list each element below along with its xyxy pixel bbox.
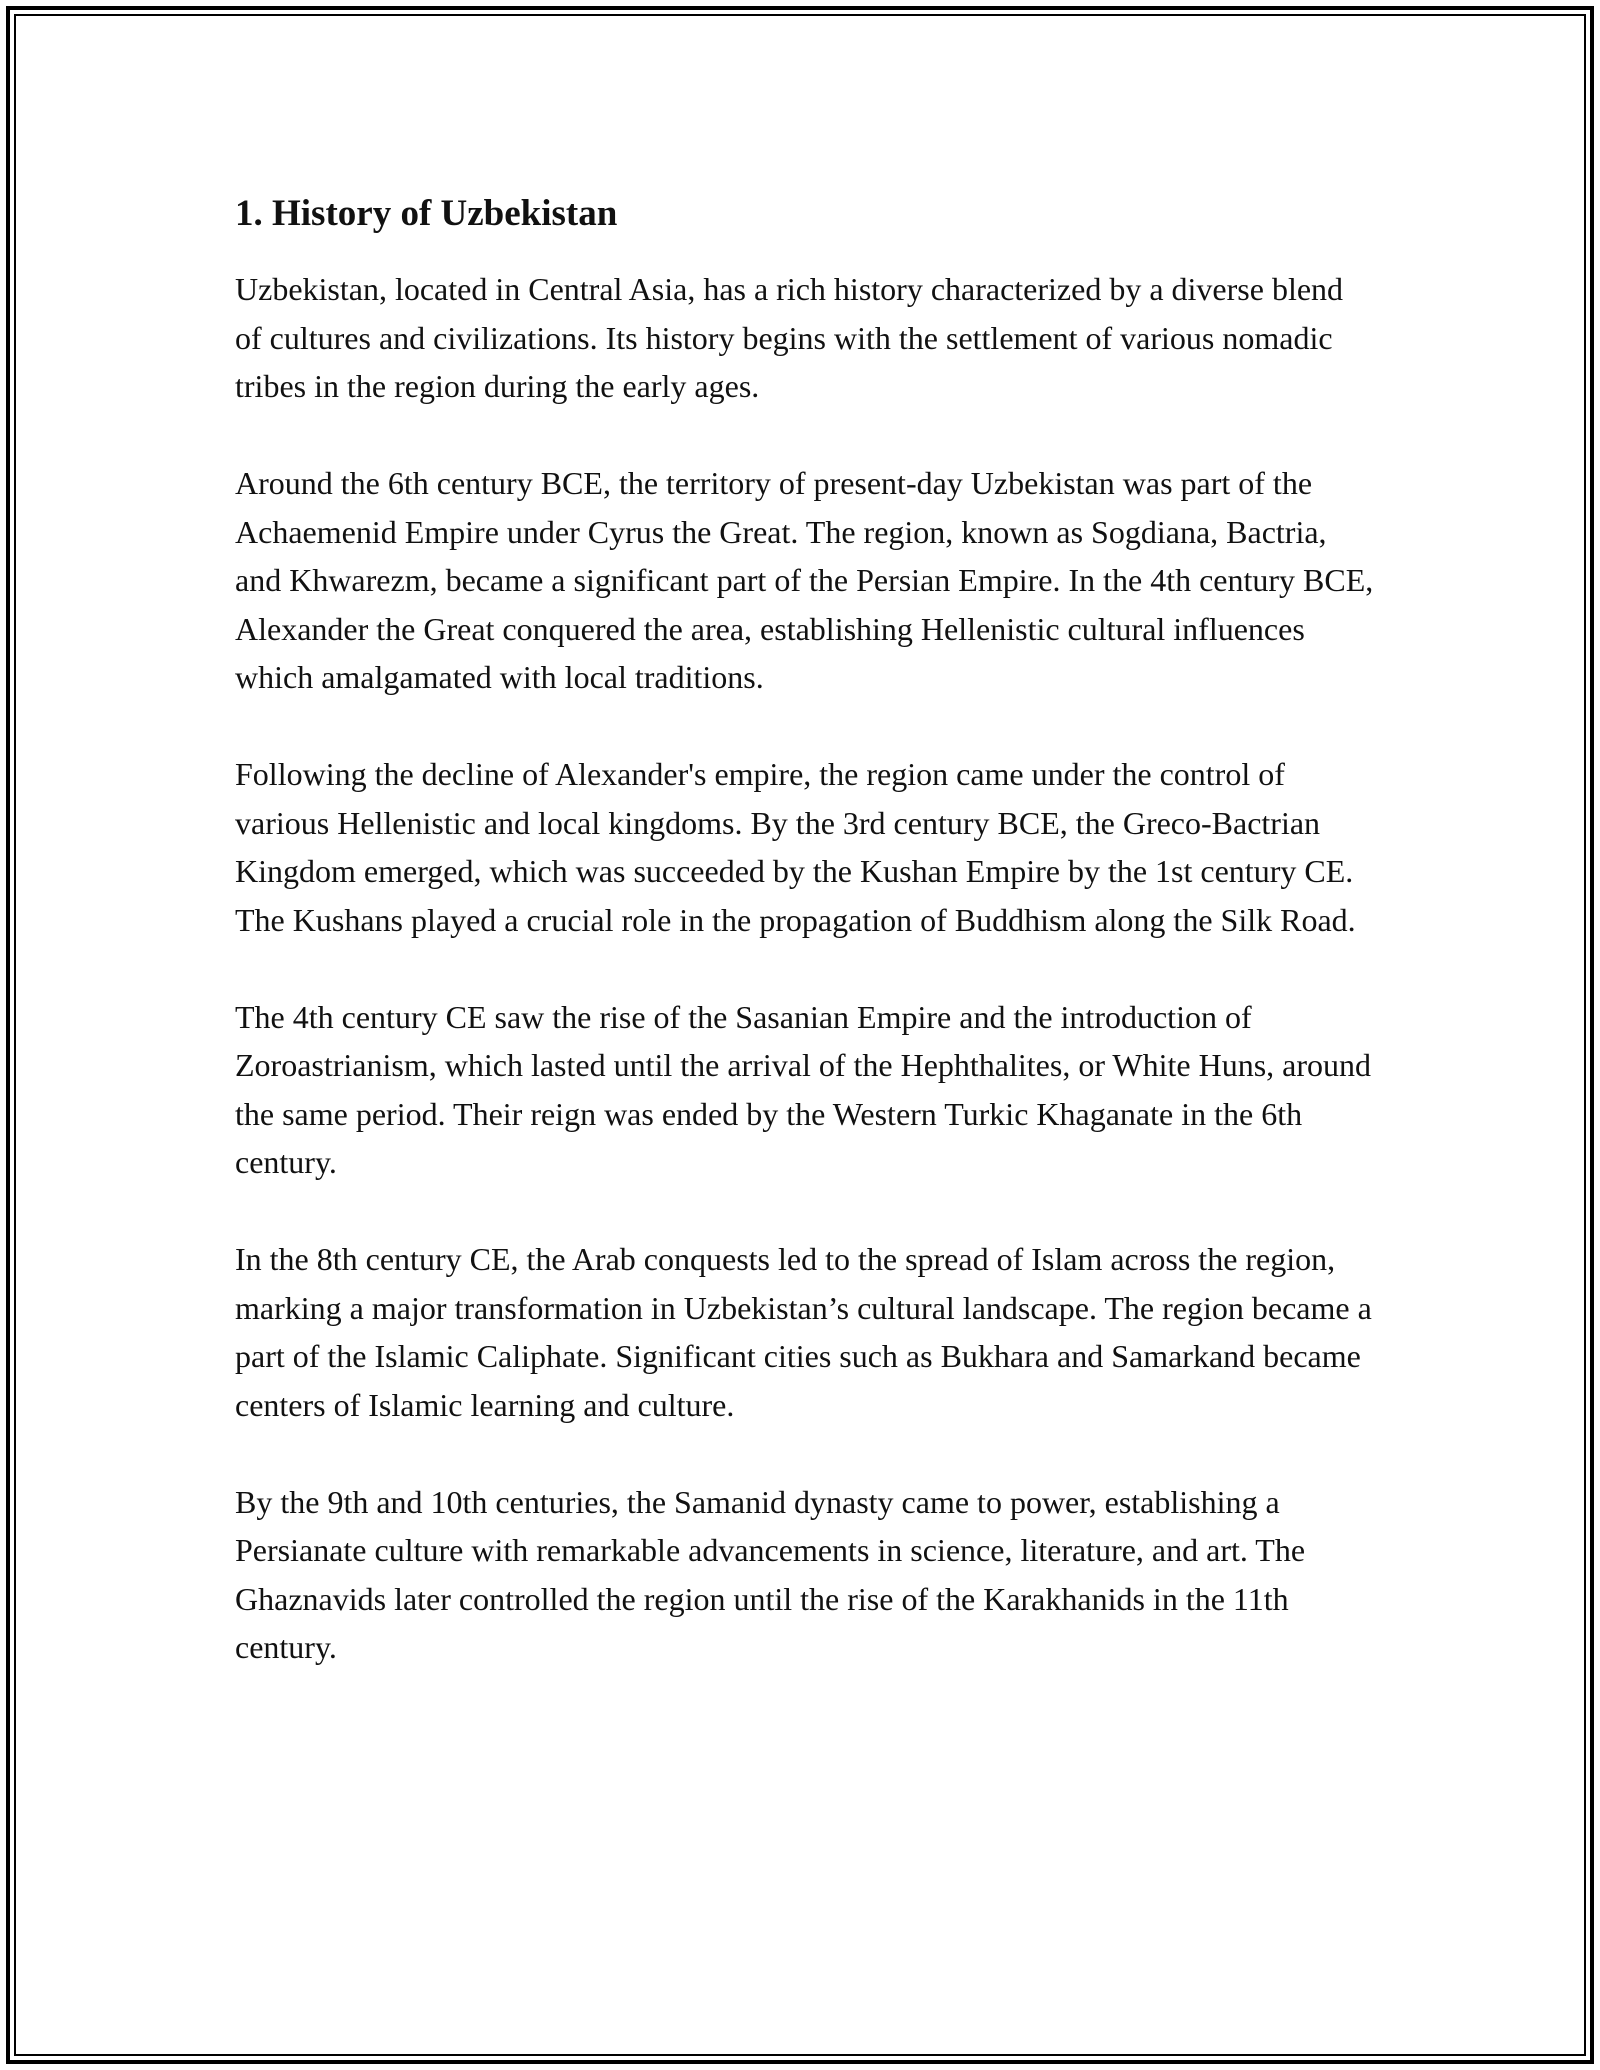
document-body (235, 185, 1375, 1720)
paragraph-1: Uzbekistan, located in Central Asia, has a rich history characterized by a diverse blend of cultures and civilizations. Its history begins with the settlement of various nomadic tribes in the region during the early ages. (235, 271, 1344, 404)
paragraph-5: In the 8th century CE, the Arab conquests led to the spread of Islam across the region, marking a major transformation in Uzbekistan’s cultural landscape. The region became a part of the Islamic Caliphate. Significant cities such as Bukhara and Samarkand became centers of Islamic learning and culture. (235, 1241, 1372, 1423)
paragraph-6: By the 9th and 10th centuries, the Samanid dynasty came to power, establishing a Persianate culture with remarkable advancements in science, literature, and art. The Ghaznavids later controlled the region until the rise of the Karakhanids in the 11th century. (235, 1483, 1306, 1665)
paragraph-2: Around the 6th century BCE, the territory of present-day Uzbekistan was part of the Achaemenid Empire under Cyrus the Great. The region, known as Sogdiana, Bactria, and Khwarezm, became a significant part of the Persian Empire. In the 4th century BCE, Alexander the Great conquered the area, establishing Hellenistic cultural influences which amalgamated with local traditions. (235, 465, 1374, 695)
paragraph-3: Following the decline of Alexander's empire, the region came under the control of various Hellenistic and local kingdoms. By the 3rd century BCE, the Greco-Bactrian Kingdom emerged, which was succeeded by the Kushan Empire by the 1st century CE. The Kushans played a crucial role in the propagation of Buddhism along the Silk Road. (235, 756, 1356, 938)
section-title: 1. History of Uzbekistan (235, 193, 618, 234)
paragraph-4: The 4th century CE saw the rise of the Sasanian Empire and the introduction of Zoroastrianism, which lasted until the arrival of the Hephthalites, or White Huns, around the same period. Their reign was ended by the Western Turkic Khaganate in the 6th century. (235, 998, 1372, 1180)
